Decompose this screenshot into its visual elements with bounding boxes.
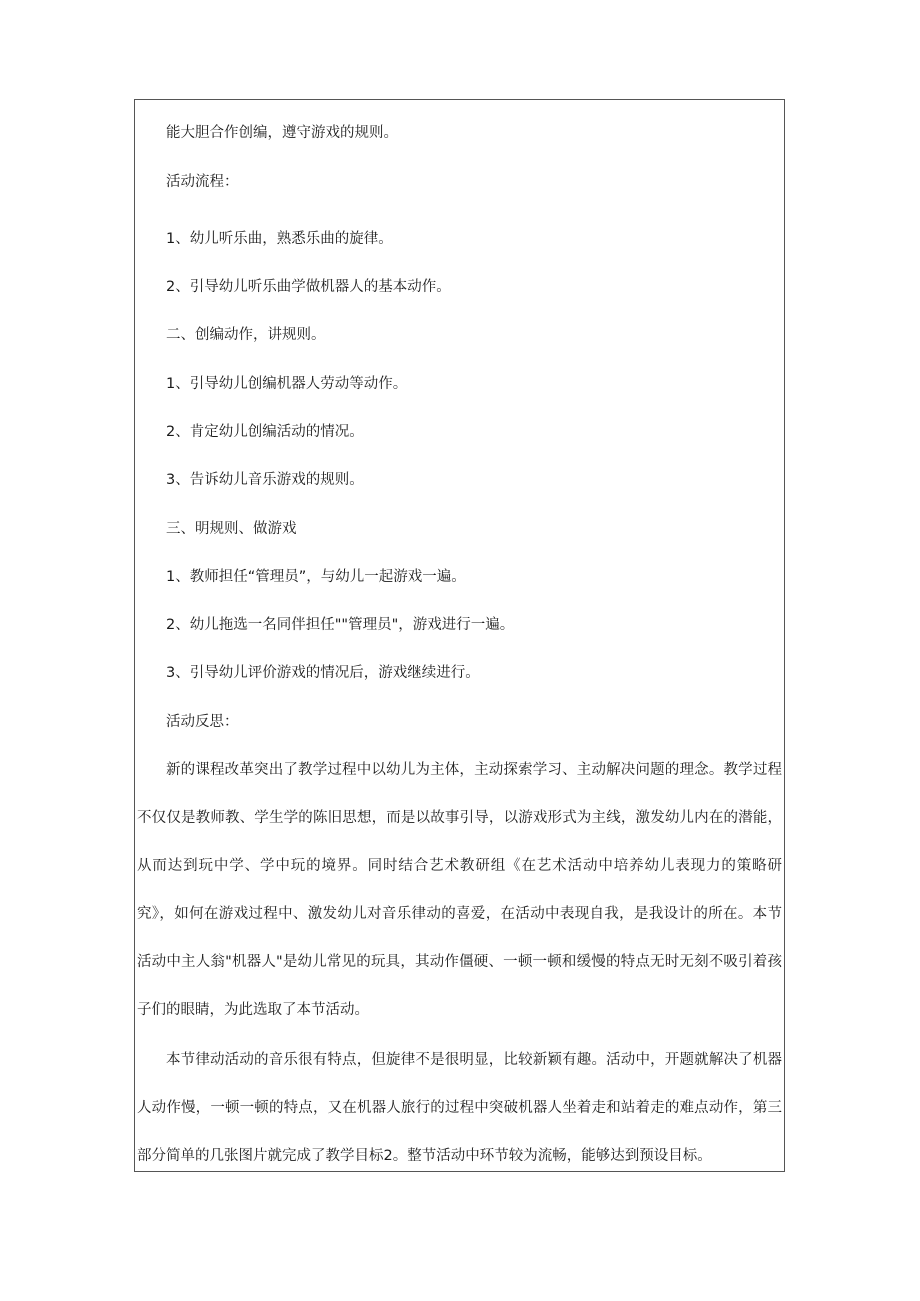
text-line-goal: 能大胆合作创编，遵守游戏的规则。 [166, 125, 398, 141]
text-line-section3-step-1: 1、教师担任“管理员”，与幼儿一起游戏一遍。 [166, 569, 466, 585]
reflection-paragraph-1: 新的课程改革突出了教学过程中以幼儿为主体，主动探索学习、主动解决问题的理念。教学过程不仅仅是教师教、学生学的陈旧思想，而是以故事引导，以游戏形式为主线，激发幼儿内在的潜能，从而达到玩中学、学中玩的境界。同时结合艺术教研组《在艺术活动中培养幼儿表现力的策略研究》，如何在游戏过程中、激发幼儿对音乐律动的喜爱，在活动中表现自我，是我设计的所在。本节活动中主人翁"机器人"是幼儿常见的玩具，其动作僵硬、一顿一顿和缓慢的特点无时无刻不吸引着孩子们的眼睛，为此选取了本节活动。 [137, 762, 782, 1018]
text-line-section3-step-2: 2、幼儿拖选一名同伴担任""管理员"，游戏进行一遍。 [166, 617, 515, 633]
text-line-section3-step-3: 3、引导幼儿评价游戏的情况后，游戏继续进行。 [166, 665, 480, 681]
heading-activity-process: 活动流程： [166, 174, 239, 190]
text-line-section2-step-1: 1、引导幼儿创编机器人劳动等动作。 [166, 376, 408, 392]
section-heading-2: 二、创编动作，讲规则。 [166, 327, 326, 343]
text-line-section2-step-3: 3、告诉幼儿音乐游戏的规则。 [166, 472, 364, 488]
text-line-step-2: 2、引导幼儿听乐曲学做机器人的基本动作。 [166, 279, 451, 295]
section-heading-3: 三、明规则、做游戏 [166, 521, 297, 537]
text-line-step-1: 1、幼儿听乐曲，熟悉乐曲的旋律。 [166, 231, 393, 247]
reflection-paragraph-2: 本节律动活动的音乐很有特点，但旋律不是很明显，比较新颖有趣。活动中，开题就解决了机器人动作慢，一顿一顿的特点，又在机器人旅行的过程中突破机器人坐着走和站着走的难点动作，第三部分简单的几张图片就完成了教学目标2。整节活动中环节较为流畅，能够达到预设目标。 [137, 1052, 782, 1164]
heading-activity-reflection: 活动反思： [166, 714, 239, 730]
text-line-section2-step-2: 2、肯定幼儿创编活动的情况。 [166, 424, 364, 440]
